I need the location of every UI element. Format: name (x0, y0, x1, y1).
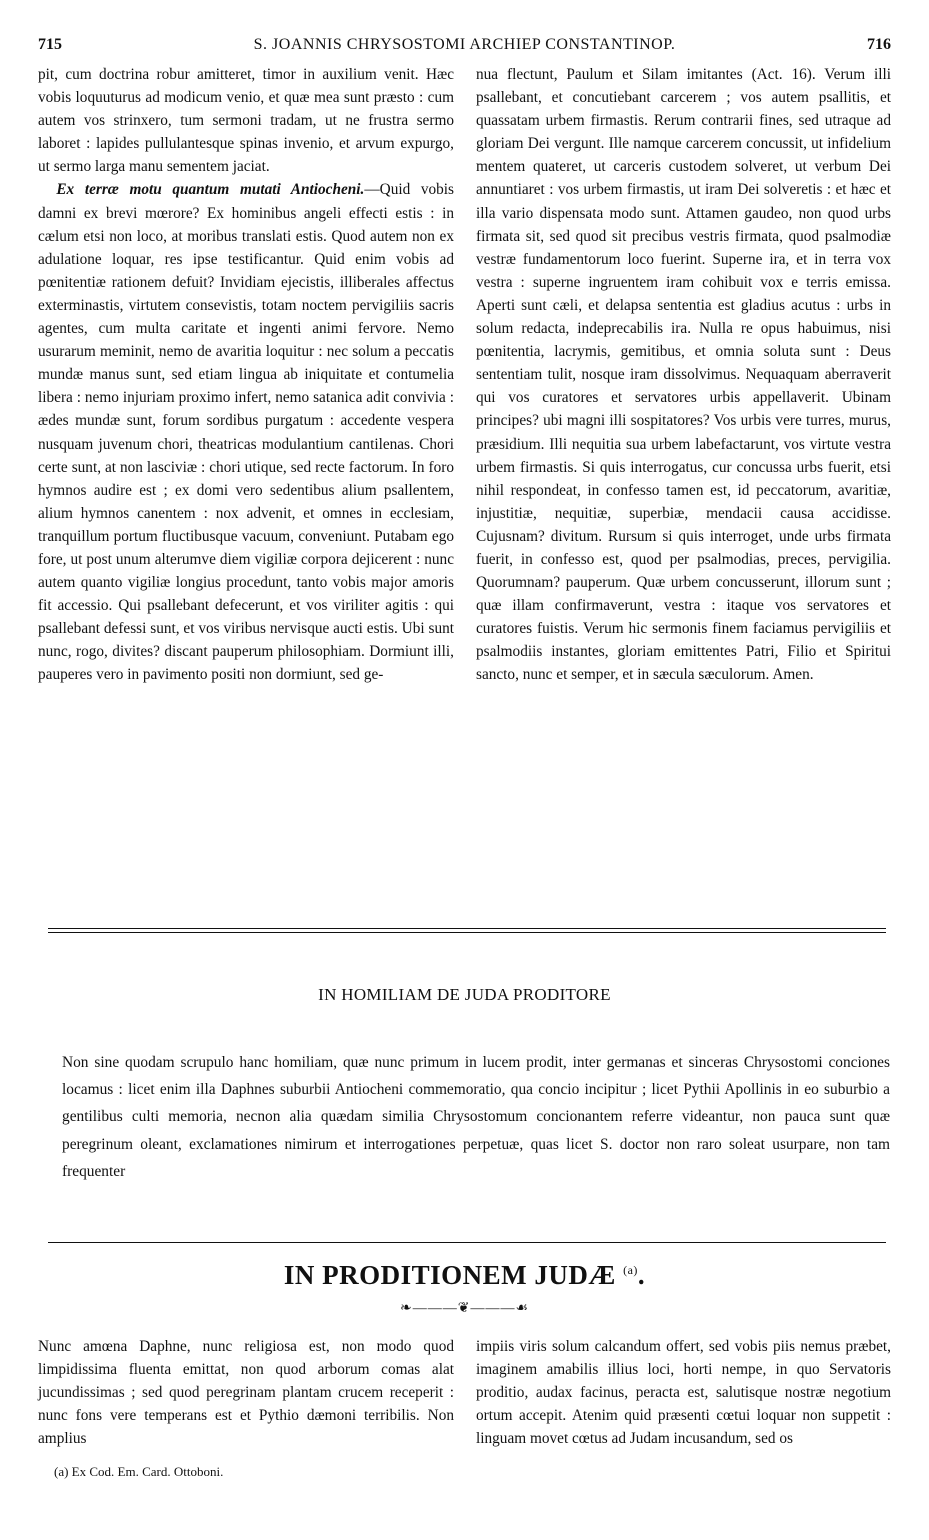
footnote: (a) Ex Cod. Em. Card. Ottoboni. (54, 1464, 224, 1479)
section-heading: Ex terræ motu quantum mutati Antiocheni. (56, 181, 365, 199)
left-column (38, 63, 454, 687)
section-divider-bottom (48, 1242, 886, 1243)
section-divider-top (48, 928, 886, 929)
homily-left-text: Nunc amœna Daphne, nunc religiosa est, non modo quod limpidissima fluenta emittat, non quod arborum comas alat jucundissimas ; sed quod peregrinam plantam crucem receperit : nunc fons vere temperans est et Pythio dæmoni terribilis. Non amplius (38, 1338, 454, 1448)
homily-title-text: IN PRODITIONEM JUDÆ (283, 1260, 616, 1290)
homily-right-column (476, 1335, 891, 1450)
intro-title: IN HOMILIAM DE JUDA PRODITORE (318, 985, 611, 1004)
left-paragraph-2-text: —Quid vobis damni ex brevi mœrore? Ex hominibus angeli effecti estis : in cælum etsi non loco, at moribus translati estis. Quod autem non ex adulatione loquar, res ipse testificantur. Quid enim vobis ad pœnitentiæ rationem defuit? Invidiam ejecistis, illiberales affectus exterminastis, virtutem consevistis, totam noctem pervigiliis sacris agentes, cum multa caritate et ingenti animi fervore. Nemo usurarum meminit, nemo de avaritia loquitur : nec solum a peccatis mundæ manus sunt, sed etiam lingua ab iniquitate et contumelia libera : nemo injuriam proximo infert, nemo satanica adit convivia : ædes mundæ sunt, forum sordibus purgatum : accedente vespera nusquam juvenum chori, theatricas modulantium cantilenas. Chori certe sunt, at non lasciviæ : chori utique, sed recte factorum. In foro hymnos audire est ; ex domi vero sedentibus alium psallentem, alium hymnos canentem : nox advenit, et omnes in ecclesiam, tranquillum portum fluctibusque vacuum, conveniunt. Putabam ego fore, ut post unum alterumve diem vigiliæ corpora dejicerent : nunc autem quanto vigiliæ longius procedunt, tanto vobis major amoris fit accessio. Qui psallebant defecerunt, et vos viriliter agitis : qui psallebant defessi sunt, et vos viribus nervisque aucti estis. Ubi sunt nunc, rogo, divites? discant pauperum philosophiam. Dormiunt illi, pauperes vero in pavimento positi non dormiunt, sed ge- (38, 181, 455, 684)
left-paragraph-1: pit, cum doctrina robur amitteret, timor in auxilium venit. Hæc vobis loquuturus ad modicum venio, et quæ mea sunt præsto : cum autem vos strinxero, tum sermoni tradam, ut ne frustra sermo laboret : lapides pullulantesque spinas invenio, et arvum expurgo, ut sermo larga manu sementem jaciat. (38, 66, 454, 176)
intro-text: Non sine quodam scrupulo hanc homiliam, quæ nunc primum in lucem prodit, inter germanas et sinceras Chrysostomi conciones locamus : licet enim illa Daphnes suburbii Antiocheni commemoratio, qua concio incipitur ; licet Pythii Apollinis in eo suburbio a gentilibus culti memoria, necnon alia quædam similia Chrysostomum concionantem referre videantur, non pauca sunt quæ peregrinum oleant, exclamationes nimirum et interrogationes perpetuæ, quas licet S. doctor non raro soleat usurpare, non tam frequenter (62, 1054, 890, 1180)
running-header (0, 36, 929, 58)
running-title: S. JOANNIS CHRYSOSTOMI ARCHIEP CONSTANTINOP. (253, 36, 676, 53)
right-column (476, 63, 891, 687)
ornament-icon: ❧———❦———☙ (399, 1301, 529, 1316)
right-paragraph-1: nua flectunt, Paulum et Silam imitantes (Act. 16). Verum illi psallebant, et concutiebant carcerem ; vos autem psallitis, et quassatam urbem firmastis. Rerum contrarii fines, sed utraque ad gloriam Dei vergunt. Ille namque carcerem concussit, ut infidelium mentem quateret, ut carceris custodem solveret, ut verbum Dei annuntiaret : vos urbem firmastis, ut iram Dei solveretis : et hæc et illa vario dispensata modo sunt. Attamen gaudeo, non quod urbs firmata sit, sed quod sit precibus vestris firmata, quod psalmodiæ vestræ fundamentorum loco fuerint. Superne ira, et in terra vox vestra : superne ingruentem iram cohibuit vox e terris emissa. Aperti sunt cæli, et delapsa sententia est gladius acutus : urbs in solum redacta, indeprecabilis ira. Nulla re opus habuimus, nisi pœnitentia, lacrymis, gemitibus, et omnia soluta sunt : Deus sententiam tulit, nosque iram dissolvimus. Nequaquam aberraverit qui vos curatores et servatores urbis appellaverit. Ubinam principes? ubi magni illi sospitatores? Vos urbis vere turres, murus, præsidium. Illi nequitia sua urbem labefactarunt, vos virtute vestra urbem firmastis. Si quis interrogatus, cur concussa urbs fuerit, etsi nihil respondeat, in confesso tamen est, id peccatorum, avaritiæ, injustitiæ, nequitiæ, superbiæ, mendacii causa accidisse. Cujusnam? divitum. Rursum si quis interroget, unde urbs firmata fuerit, in confesso est, quod per psalmodias, preces, pervigilia. Quorumnam? pauperum. Quæ urbem concusserunt, illorum sunt ; quæ illam confirmaverunt, vestra : itaque vos servatores et curatores fuistis. Verum hic sermonis finem faciamus pervigiliis et psalmodiis instantes, gloriam emittentes Patri, Filio et Spiritui sancto, nunc et semper, et in sæcula sæculorum. Amen. (476, 66, 891, 684)
homily-right-text: impiis viris solum calcandum offert, sed vobis piis nemus præbet, imaginem amabilis illius loci, horti nempe, in quo Servatoris proditio, audax facinus, peracta est, salutisque nostræ negotium ortum accepit. Atenim quid præsenti cœtui loquar non suppetit : linguam movet cœtus ad Judam incusandum, sed os (476, 1338, 891, 1448)
homily-title: IN PRODITIONEM JUDÆ $^{(a)}$. (283, 1260, 646, 1290)
page-number-left: 715 (38, 36, 62, 53)
left-paragraph-2 (38, 178, 454, 686)
homily-left-column (38, 1335, 454, 1450)
section-divider-top-2 (48, 932, 886, 933)
page-number-right: 716 (867, 36, 891, 53)
footnote-marker: (a) (623, 1263, 638, 1277)
